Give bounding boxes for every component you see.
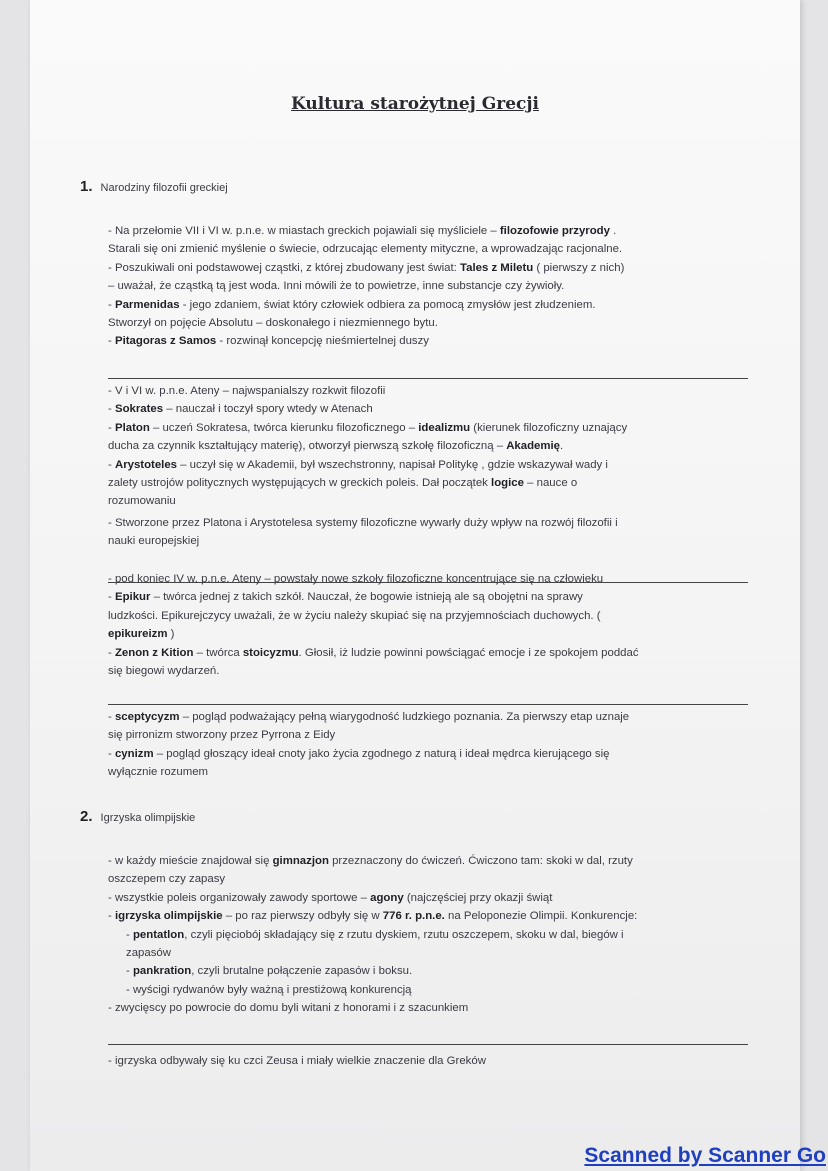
text-line: - Stworzone przez Platona i Arystotelesa systemy filozoficzne wywarły duży wpływ na rozwój filozofii i	[108, 516, 618, 529]
text-line: - Zenon z Kition – twórca stoicyzmu. Głosił, iż ludzie powinni powściągać emocje i ze spokojem poddać	[108, 646, 639, 659]
section-2-number: 2.	[80, 808, 93, 825]
section-1-block-2	[108, 382, 748, 551]
text-line: - sceptycyzm – pogląd podważający pełną wiarygodność ludzkiego poznania. Za pierwszy etap uznaje	[108, 711, 630, 723]
text-line: - zwycięscy po powrocie do domu byli witani z honorami i z szacunkiem	[108, 1002, 469, 1015]
text-line: - w każdy mieście znajdował się gimnazjon przeznaczony do ćwiczeń. Ćwiczono tam: skoki w dal, rzuty	[108, 855, 633, 867]
text-line: - igrzyska odbywały się ku czci Zeusa i miały wielkie znaczenie dla Greków	[108, 1055, 486, 1067]
text-line: - V i VI w. p.n.e. Ateny – najwspanialszy rozkwit filozofii	[108, 385, 386, 397]
text-line: - igrzyska olimpijskie – po raz pierwszy odbyły się w 776 r. p.n.e. na Peloponezie Olimpii. Konkurencje:	[108, 910, 638, 923]
text-line: - pankration, czyli brutalne połączenie zapasów i boksu.	[126, 965, 413, 978]
text-line: się pirronizm stworzony przez Pyrrona z Eidy	[108, 729, 336, 742]
section-1-block-4	[108, 708, 748, 782]
section-2-heading	[80, 808, 195, 825]
text-line: zalety ustrojów politycznych występujących w greckich poleis. Dał początek logice – nauce o	[108, 477, 578, 490]
text-line: - pentatlon, czyli pięciobój składający się z rzutu dyskiem, rzutu oszczepem, skoku w dal, biegów i	[126, 928, 624, 941]
divider	[108, 378, 748, 379]
text-line: - Poszukiwali oni podstawowej cząstki, z której zbudowany jest świat: Tales z Miletu ( pierwszy z nich)	[108, 261, 625, 274]
text-line: - Epikur – twórca jednej z takich szkół. Nauczał, że bogowie istnieją ale są obojętni na sprawy	[108, 591, 583, 604]
section-2-title: Igrzyska olimpijskie	[100, 812, 196, 824]
text-line: - Na przełomie VII i VI w. p.n.e. w miastach greckich pojawiali się myśliciele – filozofowie przyrody .	[108, 225, 617, 237]
text-line: - Platon – uczeń Sokratesa, twórca kierunku filozoficznego – idealizmu (kierunek filozoficzny uznający	[108, 421, 628, 434]
section-1-number: 1.	[80, 178, 93, 195]
section-1-block-3	[108, 570, 748, 680]
text-line: - wszystkie poleis organizowały zawody sportowe – agony (najczęściej przy okazji świąt	[108, 891, 553, 904]
section-1-block-1	[108, 222, 748, 351]
page-title: Kultura starożytnej Grecji	[291, 94, 539, 114]
section-1-title: Narodziny filozofii greckiej	[100, 182, 228, 194]
text-line: - Arystoteles – uczył się w Akademii, był wszechstronny, napisał Politykę , gdzie wskazywał wady i	[108, 458, 608, 471]
scanner-watermark-link[interactable]: Scanned by Scanner Go	[584, 1144, 826, 1167]
text-line: się biegowi wydarzeń.	[108, 665, 220, 678]
text-line: – uważał, że cząstką tą jest woda. Inni mówili że to powietrze, inne substancje czy żywioły.	[108, 280, 565, 293]
section-2-block	[108, 852, 748, 1018]
section-2-closing	[108, 1052, 748, 1070]
text-line: - Parmenidas - jego zdaniem, świat który człowiek odbiera za pomocą zmysłów jest złudzeniem.	[108, 298, 596, 311]
text-line: oszczepem czy zapasy	[108, 873, 226, 886]
text-line: ludzkości. Epikurejczycy uważali, że w życiu należy skupiać się na przyjemnościach duchowych. (	[108, 609, 601, 622]
section-1-heading	[80, 178, 228, 195]
text-line: - cynizm – pogląd głoszący ideał cnoty jako życia zgodnego z naturą i ideał mędrca kierującego się	[108, 747, 610, 760]
text-line: ducha za czynnik kształtujący materię), otworzył pierwszą szkołę filozoficzną – Akademię.	[108, 440, 564, 453]
text-line: wyłącznie rozumem	[108, 766, 209, 779]
text-line: rozumowaniu	[108, 495, 176, 508]
text-line: nauki europejskiej	[108, 535, 200, 548]
text-line: zapasów	[126, 947, 171, 960]
text-line: Stworzył on pojęcie Absolutu – doskonałego i niezmiennego bytu.	[108, 317, 438, 330]
text-line: Starali się oni zmienić myślenie o świecie, odrzucając elementy mityczne, a wprowadzając racjonalne.	[108, 243, 623, 256]
scanned-page	[30, 0, 800, 1171]
text-line: - Sokrates – nauczał i toczył spory wtedy w Atenach	[108, 403, 373, 416]
text-line: epikureizm )	[108, 628, 175, 641]
text-line: - wyścigi rydwanów były ważną i prestiżową konkurencją	[126, 983, 412, 996]
divider	[108, 704, 748, 705]
divider	[108, 1044, 748, 1045]
text-line: - pod koniec IV w. p.n.e. Ateny – powstały nowe szkoły filozoficzne koncentrujące się na człowieku	[108, 573, 604, 585]
text-line: - Pitagoras z Samos - rozwinął koncepcję nieśmiertelnej duszy	[108, 335, 429, 348]
